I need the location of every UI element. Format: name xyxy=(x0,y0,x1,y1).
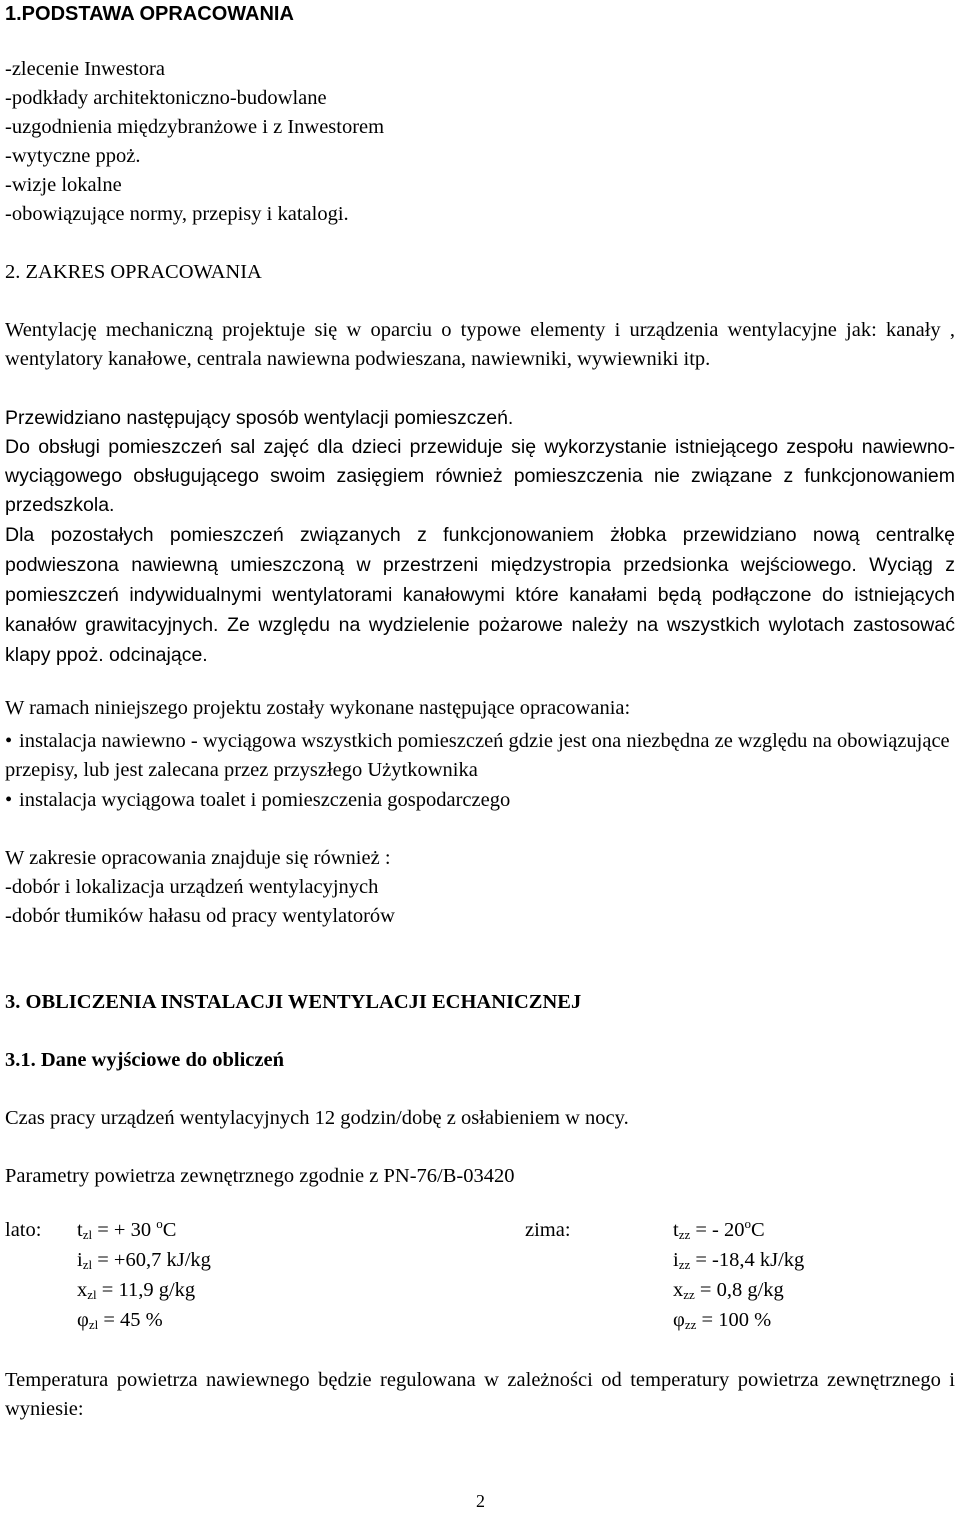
parameters-table xyxy=(5,1216,955,1336)
param-row-phi xyxy=(5,1306,955,1336)
also-item: -dobór i lokalizacja urządzeń wentylacyjnych xyxy=(5,876,379,898)
basis-item: -uzgodnienia międzybranżowe i z Inwestorem xyxy=(5,116,385,138)
winter-x: $x_{zz} = 0,8$ g/kg xyxy=(673,1279,784,1302)
param-row-i xyxy=(5,1246,955,1276)
scope-bullet-1 xyxy=(5,727,955,785)
section-1-heading: 1.PODSTAWA OPRACOWANIA xyxy=(5,3,294,25)
winter-t: $t_{zz}$ = - 20$^o$C xyxy=(673,1216,765,1242)
scope-intro: W ramach niniejszego projektu zostały wykonane następujące opracowania: xyxy=(5,697,631,719)
scope-bullet-2 xyxy=(5,786,955,815)
section-2-heading: 2. ZAKRES OPRACOWANIA xyxy=(5,261,262,283)
winter-label: zima: xyxy=(525,1219,571,1241)
section-3-heading: 3. OBLICZENIA INSTALACJI WENTYLACJI ECHANICZNEJ xyxy=(5,991,582,1013)
work-time-text: Czas pracy urządzeń wentylacyjnych 12 godzin/dobę z osłabieniem w nocy. xyxy=(5,1107,629,1129)
summer-t: $t_{zl}$ = + 30 $^o$C xyxy=(77,1216,177,1242)
bullet-icon: • xyxy=(5,730,13,752)
basis-item: -obowiązujące normy, przepisy i katalogi. xyxy=(5,203,349,225)
param-row-x xyxy=(5,1276,955,1306)
summer-phi: $\varphi_{zl} = 45$ % xyxy=(77,1309,163,1332)
summer-x: $x_{zl} = 11,9$ g/kg xyxy=(77,1279,196,1302)
bullet-text: instalacja wyciągowa toalet i pomieszczenia gospodarczego xyxy=(19,789,511,811)
section-3-1-heading: 3.1. Dane wyjściowe do obliczeń xyxy=(5,1049,285,1071)
page-number: 2 xyxy=(476,1491,485,1511)
winter-i: $i_{zz} = -18,4$ kJ/kg xyxy=(673,1249,805,1272)
bullet-text: instalacja nawiewno - wyciągowa wszystkich pomieszczeń gdzie jest ona niezbędna ze względu na obowiązujące przepisy, lub jest zalecana przez przyszłego Użytkownika xyxy=(5,730,950,781)
also-intro: W zakresie opracowania znajduje się również : xyxy=(5,847,391,869)
param-row-t xyxy=(5,1216,955,1246)
scope-paragraph-1: Wentylację mechaniczną projektuje się w oparciu o typowe elementy i urządzenia wentylacyjne jak: kanały , wentylatory kanałowe, centrala nawiewna podwieszana, nawiewniki, wywiewniki itp. xyxy=(5,319,955,370)
also-item: -dobór tłumików hałasu od pracy wentylatorów xyxy=(5,905,395,927)
basis-item: -wytyczne ppoż. xyxy=(5,145,141,167)
summer-label: lato: xyxy=(5,1219,42,1241)
basis-item: -wizje lokalne xyxy=(5,174,122,196)
temperature-note: Temperatura powietrza nawiewnego będzie regulowana w zależności od temperatury powietrza zewnętrznego i wyniesie: xyxy=(5,1369,955,1420)
scope-paragraph-3: Do obsługi pomieszczeń sal zajęć dla dzieci przewiduje się wykorzystanie istniejącego zespołu nawiewno-wyciągowego obsługującego swoim zasięgiem również pomieszczenia nie związane z funkcjonowaniem przedszkola. xyxy=(5,436,955,516)
summer-i: $i_{zl} = +60,7$ kJ/kg xyxy=(77,1249,211,1272)
bullet-icon: • xyxy=(5,789,13,811)
scope-paragraph-4: Dla pozostałych pomieszczeń związanych z funkcjonowaniem żłobka przewidziano nową centralkę podwieszona nawiewną umieszczoną w przestrzeni międzystropia przedsionka wejściowego. Wyciąg z pomieszczeń indywidualnymi wentylatorami kanałowymi które kanałami będą podłączone do istniejących kanałów grawitacyjnych. Ze względu na wydzielenie pożarowe należy na wszystkich wylotach zastosować klapy ppoż. odcinające. xyxy=(5,524,955,666)
basis-item: -zlecenie Inwestora xyxy=(5,58,165,80)
scope-paragraph-2: Przewidziano następujący sposób wentylacji pomieszczeń. xyxy=(5,407,514,429)
winter-phi: $\varphi_{zz} = 100$ % xyxy=(673,1309,772,1332)
params-intro: Parametry powietrza zewnętrznego zgodnie z PN-76/B-03420 xyxy=(5,1165,515,1187)
basis-item: -podkłady architektoniczno-budowlane xyxy=(5,87,327,109)
